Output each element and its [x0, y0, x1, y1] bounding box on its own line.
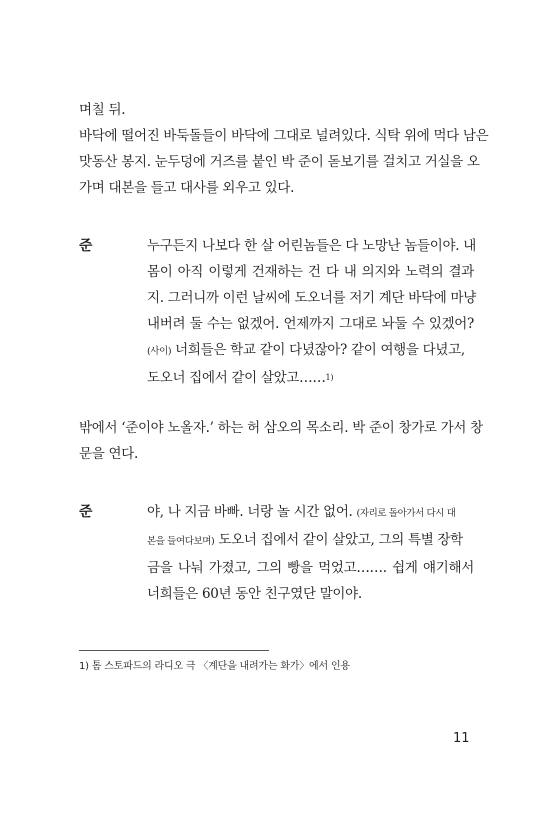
- dialogue-text: 도오너 집에서 같이 살았고……: [147, 370, 326, 386]
- dialogue-line: [147, 527, 474, 555]
- action-line: 밖에서 ‘준이야 노올자.’ 하는 허 삼오의 목소리. 박 준이 창가로 가서 창: [79, 420, 483, 436]
- footnote-reference[interactable]: 1): [325, 373, 334, 382]
- dialogue-line: [147, 499, 474, 527]
- intro-line: 며칠 뒤.: [79, 102, 126, 118]
- action-line: 문을 연다.: [79, 446, 138, 462]
- dialogue-line: 금을 나눠 가졌고, 그의 빵을 먹었고……. 쉽게 얘기해서: [147, 560, 474, 576]
- page-number: 11: [453, 731, 470, 746]
- dialogue-text: 야, 나 지금 바빠. 너랑 놀 시간 없어.: [147, 504, 353, 520]
- dialogue-line: 몸이 아직 이렇게 건재하는 건 다 내 의지와 노력의 결과: [147, 264, 474, 280]
- dialogue-line: 지. 그러니까 이런 날씨에 도오너를 저기 계단 바닥에 마냥: [147, 290, 476, 306]
- intro-line: 가며 대본을 들고 대사를 외우고 있다.: [79, 180, 295, 196]
- dialogue-block-2: [147, 499, 474, 607]
- stage-note: (사이): [147, 346, 172, 357]
- dialogue-line: [147, 337, 474, 365]
- stage-note: (자리로 돌아가서 다시 대: [356, 508, 456, 519]
- speaker-name: 준: [79, 504, 93, 520]
- dialogue-line: 내버려 둘 수는 없겠어. 언제까지 그대로 놔둘 수 있겠어?: [147, 316, 474, 332]
- footnote: 1) 톰 스토파드의 라디오 극 〈계단을 내려가는 화가〉에서 인용: [79, 661, 350, 672]
- intro-line: 바닥에 떨어진 바둑돌들이 바닥에 그대로 널려있다. 식탁 위에 먹다 남은: [79, 128, 489, 144]
- intro-line: 맛동산 봉지. 눈두덩에 거즈를 붙인 박 준이 돋보기를 걸치고 거실을 오: [79, 154, 480, 170]
- dialogue-text: 너희들은 학교 같이 다녔잖아? 같이 여행을 다녔고,: [175, 342, 465, 358]
- footnote-divider: [79, 650, 269, 651]
- dialogue-block-1: [147, 233, 474, 391]
- dialogue-line: [147, 365, 474, 391]
- stage-direction-intro: [79, 97, 489, 201]
- stage-direction-2: [79, 415, 483, 467]
- speaker-name: 준: [79, 238, 93, 254]
- dialogue-line: 누구든지 나보다 한 살 어린놈들은 다 노망난 놈들이야. 내: [147, 238, 476, 254]
- dialogue-text: 도오너 집에서 같이 살았고, 그의 특별 장학: [218, 532, 463, 548]
- dialogue-line: 너희들은 60년 동안 친구였단 말이야.: [147, 586, 362, 602]
- stage-note: 본을 들여다보며): [147, 536, 215, 547]
